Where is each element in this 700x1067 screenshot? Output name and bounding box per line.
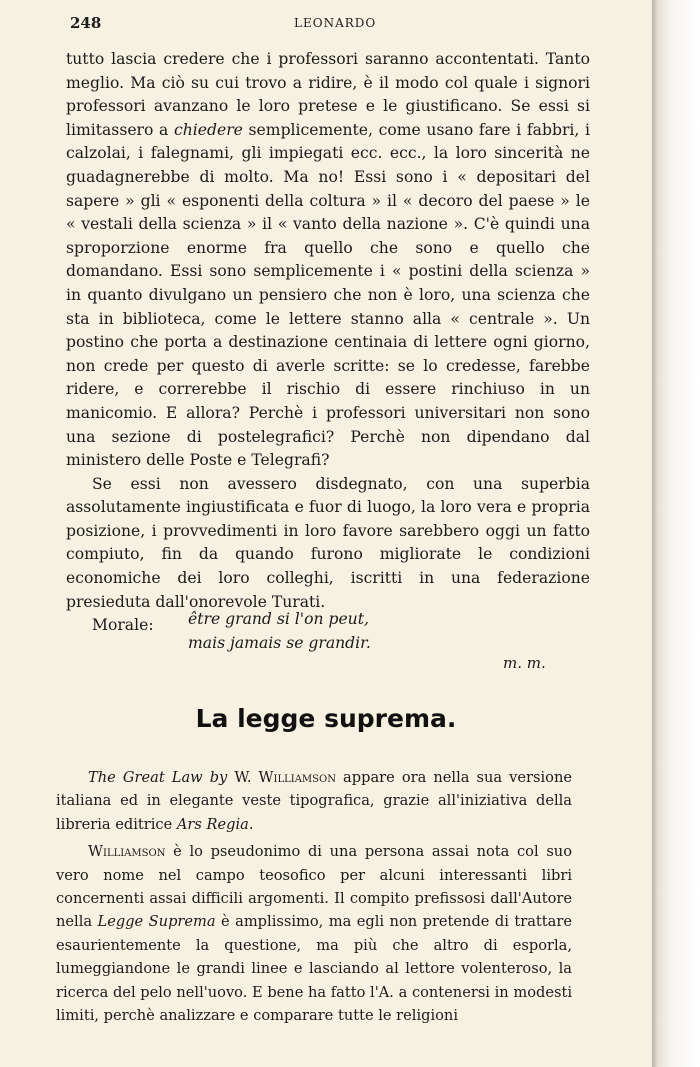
running-title: LEONARDO — [294, 16, 377, 30]
article-body — [66, 48, 590, 638]
verse-quote — [188, 607, 371, 655]
paragraph: Williamson è lo pseudonimo di una persona assai nota col suo vero nome nel campo teosofico per alcuni interessanti libri concernenti assai difficili argomenti. Il compito prefissosi dall'Autore nella Legge Suprema è amplissimo, ma egli non pretende di trattare esaurientemente la questione, ma più che altro di esporla, lumeggiandone le grandi linee e lasciando al lettore volenteroso, la ricerca del pelo nell'uovo. E bene ha fatto l'A. a contenersi in modesti limiti, perchè analizzare e comparare tutte le religioni — [56, 843, 572, 1025]
paragraph: Se essi non avessero disdegnato, con una superbia assolutamente ingiustificata e fuor di luogo, la loro vera e propria posizione, i provvedimenti in loro favore sarebbero oggi un fatto compiuto, fin da quando furono migliorate le condizioni economiche dei loro colleghi, iscritti in una federazione presieduta dall'onorevole Turati. — [66, 474, 590, 611]
page-number: 248 — [70, 14, 102, 32]
author-name: W. Williamson — [234, 769, 336, 786]
verse-line: mais jamais se grandir. — [188, 634, 371, 652]
review-body — [56, 766, 572, 1031]
verse-line: être grand si l'on peut, — [188, 610, 369, 628]
author-name: Williamson — [88, 843, 166, 861]
paragraph: The Great Law by W. Williamson appare ora nella sua versione italiana ed in elegante veste tipografica, grazie all'iniziativa della libreria editrice Ars Regia. — [56, 769, 573, 833]
emphasis: chiedere — [174, 120, 243, 139]
morale-label: Morale: — [92, 616, 154, 635]
author-signature: m. m. — [503, 654, 546, 672]
section-title: La legge suprema. — [195, 704, 457, 733]
publisher-name: Ars Regia — [176, 815, 249, 833]
paragraph: tutto lascia credere che i professori saranno accontentati. Tanto meglio. Ma ciò su cui trovo a ridire, è il modo col quale i signori professori avanzano le loro pretese e le giustificano. Se essi si limitassero a chiedere semplicemente, come usano fare i fabbri, i calzolai, i falegnami, gli impiegati ecc. ecc., la loro sincerità ne guadagnerebbe di molto. Ma no! Essi sono i « depositari del sapere » gli « esponenti della coltura » il « decoro del paese » le « vestali della scienza » il « vanto della nazione ». C'è quindi una sproporzione enorme fra quello che sono e quello che domandano. Essi sono semplicemente i « postini della scienza » in quanto divulgano un pensiero che non è loro, una scienza che sta in biblioteca, come le lettere stanno alla « centrale ». Un postino che porta a destinazione centinaia di lettere ogni giorno, non crede per questo di averle scritte: se lo credesse, farebbe ridere, e correrebbe il rischio di essere rinchiuso in un manicomio. E allora? Perchè i professori universitari non sono una sezione di postelegrafici? Perchè non dipendano dal ministero delle Poste e Telegrafi? — [66, 50, 590, 470]
book-title: Legge Suprema — [97, 913, 216, 931]
page-header — [0, 14, 652, 34]
page-edge-shadow — [652, 0, 700, 1067]
